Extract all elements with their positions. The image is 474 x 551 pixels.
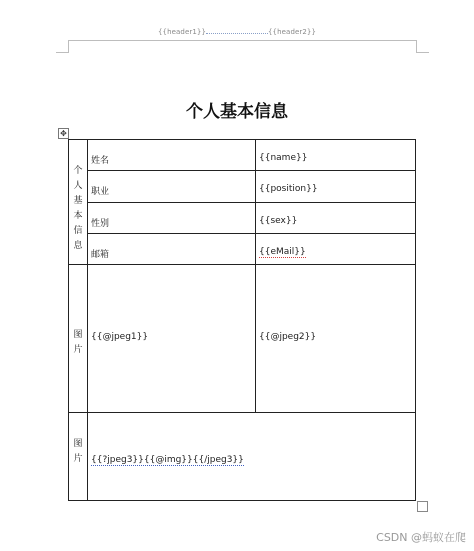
- field-label-name: 姓名: [91, 156, 110, 166]
- table-border-top: [68, 139, 416, 140]
- margin-mark-right: [416, 40, 417, 52]
- table-colline-1: [87, 139, 88, 501]
- table-border-bottom: [68, 500, 416, 501]
- section-char: 本: [73, 211, 83, 221]
- field-value-sex[interactable]: {{sex}}: [259, 216, 298, 226]
- table-rowline-1: [87, 170, 416, 171]
- header-text[interactable]: [0, 28, 474, 36]
- section-char: 图: [73, 439, 83, 449]
- header-field-left[interactable]: {{header1}}: [157, 28, 206, 36]
- margin-mark-left-h: [56, 52, 69, 53]
- table-border-left: [68, 139, 69, 501]
- section-char: 片: [73, 454, 83, 464]
- table-rowline-3: [87, 233, 416, 234]
- table-colline-2: [255, 139, 256, 413]
- header-separator: [206, 28, 268, 34]
- field-label-sex: 性别: [91, 219, 110, 229]
- table-border-right: [415, 139, 416, 501]
- field-value-email[interactable]: {{eMail}}: [259, 247, 306, 257]
- watermark: CSDN @蚂蚁在爬: [376, 531, 466, 544]
- section-char: 息: [73, 241, 83, 251]
- table-rowline-4: [68, 264, 416, 265]
- section-char: 信: [73, 226, 83, 236]
- section-char: 基: [73, 196, 83, 206]
- table-resize-handle[interactable]: [417, 501, 428, 512]
- image-placeholder-jpeg3[interactable]: {{?jpeg3}}{{@img}}{{/jpeg3}}: [91, 455, 244, 465]
- field-label-position: 职业: [91, 187, 110, 197]
- section-label-basic-info: [72, 164, 84, 254]
- section-label-image-2: [72, 437, 84, 467]
- image-placeholder-jpeg1[interactable]: {{@jpeg1}}: [91, 332, 149, 342]
- margin-mark-left: [68, 40, 69, 52]
- image-placeholder-jpeg2[interactable]: {{@jpeg2}}: [259, 332, 317, 342]
- section-char: 图: [73, 330, 83, 340]
- header-field-right[interactable]: {{header2}}: [268, 28, 317, 36]
- table-rowline-2: [87, 202, 416, 203]
- section-char: 个: [73, 166, 83, 176]
- section-char: 片: [73, 345, 83, 355]
- section-char: 人: [73, 181, 83, 191]
- field-value-name[interactable]: {{name}}: [259, 153, 308, 163]
- document-title[interactable]: 个人基本信息: [186, 102, 288, 122]
- header-rule: [68, 40, 416, 41]
- margin-mark-right-h: [416, 52, 429, 53]
- section-label-image-1: [72, 328, 84, 358]
- field-label-email: 邮箱: [91, 250, 110, 260]
- field-value-position[interactable]: {{position}}: [259, 184, 318, 194]
- table-rowline-5: [68, 412, 416, 413]
- move-icon[interactable]: ✥: [58, 128, 69, 139]
